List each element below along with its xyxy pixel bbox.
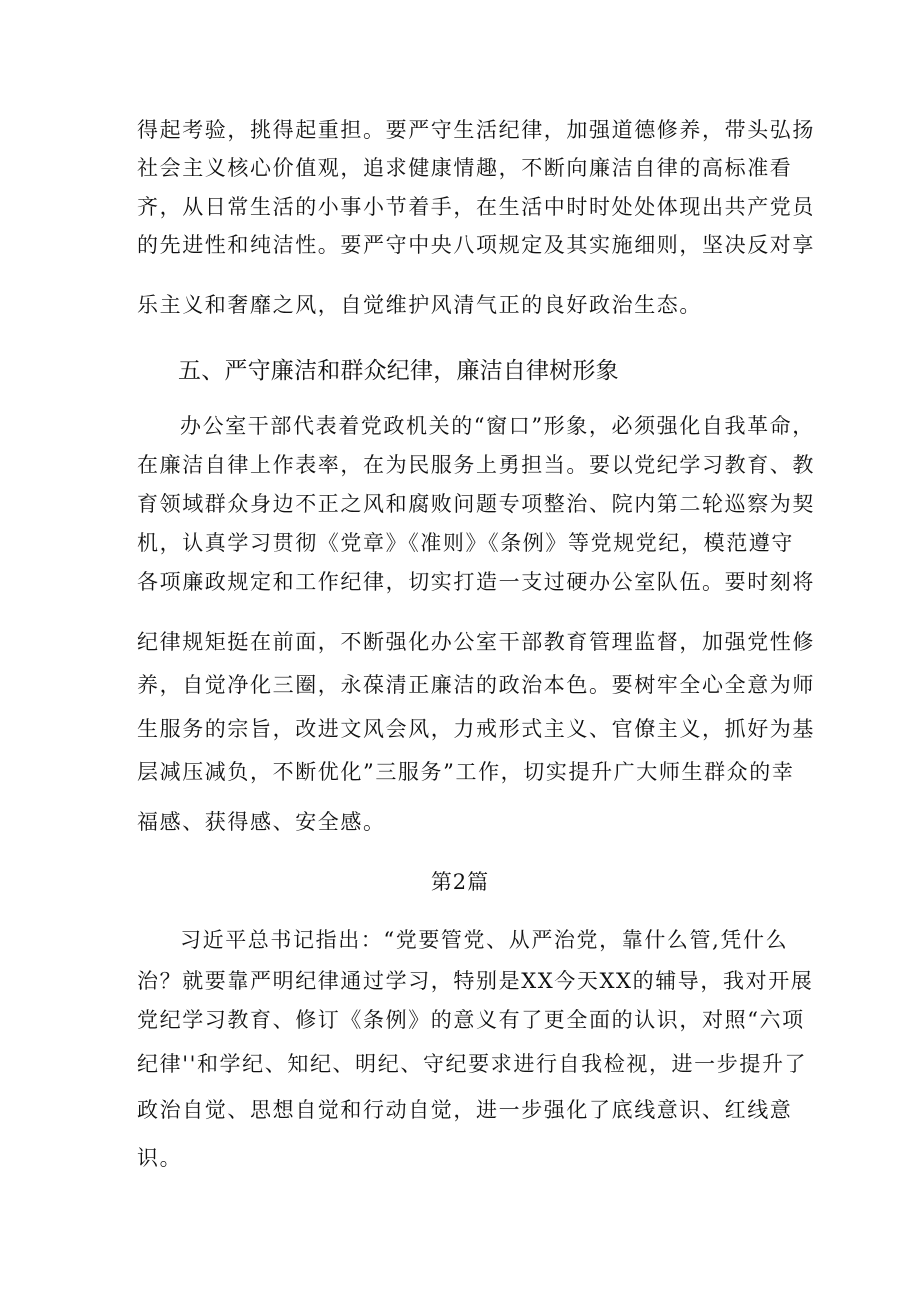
text-line: 的先进性和纯洁性。要严守中央八项规定及其实施细则，坚决反对享: [137, 233, 815, 257]
text-line: 福感、获得感、安全感。: [137, 810, 386, 834]
text-line: 办公室干部代表着党政机关的“窗口”形象，必须强化自我革命，: [180, 414, 815, 438]
text-line: 机，认真学习贯彻《党章》《准则》《条例》等党规党纪，模范遵守: [137, 531, 794, 555]
text-line: 纪律''和学纪、知纪、明纪、守纪要求进行自我检视，进一步提升了: [137, 1052, 808, 1076]
text-line: 纪律规矩挺在前面，不断强化办公室干部教育管理监督，加强党性修: [137, 630, 815, 654]
part-title: 第2篇: [430, 870, 490, 894]
text-line: 治？就要靠严明纪律通过学习，特别是XX今天XX的辅导，我对开展: [137, 969, 814, 993]
text-line: 社会主义核心价值观，追求健康情趣，不断向廉洁自律的高标准看: [137, 156, 793, 180]
text-line: 齐，从日常生活的小事小节着手，在生活中时时处处体现出共产党员: [137, 195, 815, 219]
text-line: 养，自觉净化三圈，永葆清正廉洁的政治本色。要树牢全心全意为师: [137, 673, 815, 697]
text-line: 乐主义和奢靡之风，自觉维护风清气正的良好政治生态。: [137, 293, 702, 317]
text-line: 习近平总书记指出：“党要管党、从严治党，靠什么管,凭什么: [180, 928, 789, 952]
text-line: 得起考验，挑得起重担。要严守生活纪律，加强道德修养，带头弘扬: [137, 118, 815, 142]
text-line: 育领域群众身边不正之风和腐败问题专项整治、院内第二轮巡察为契: [137, 492, 815, 516]
text-line: 各项廉政规定和工作纪律，切实打造一支过硬办公室队伍。要时刻将: [137, 570, 815, 594]
text-line: 层减压减负，不断优化”三服务”工作，切实提升广大师生群众的幸: [137, 760, 795, 784]
text-line: 在廉洁自律上作表率，在为民服务上勇担当。要以党纪学习教育、教: [137, 453, 815, 477]
text-line: 党纪学习教育、修订《条例》的意义有了更全面的认识，对照“六项: [137, 1008, 805, 1032]
text-line: 生服务的宗旨，改进文风会风，力戒形式主义、官僚主义，抓好为基: [137, 717, 815, 741]
section-heading: 五、严守廉洁和群众纪律，廉洁自律树形象: [178, 358, 619, 384]
text-line: 政治自觉、思想自觉和行动自觉，进一步强化了底线意识、红线意: [137, 1098, 793, 1122]
text-line: 识。: [137, 1146, 183, 1170]
